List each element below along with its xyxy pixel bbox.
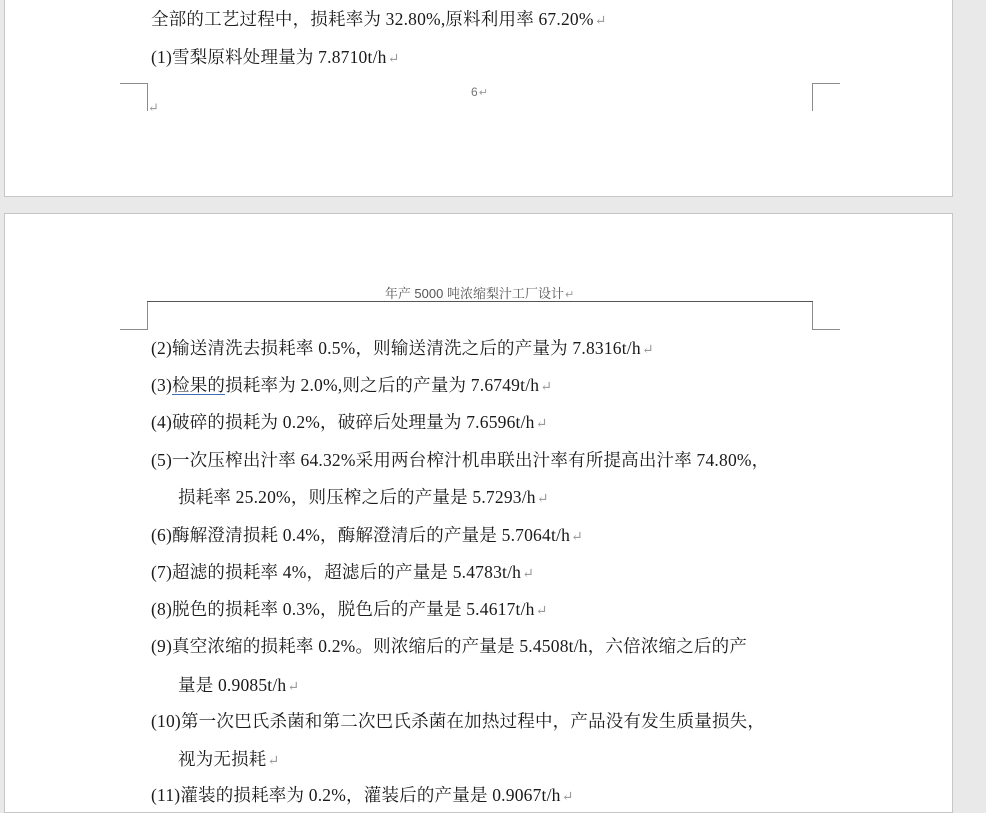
body-line[interactable]: (2)输送清洗去损耗率 0.5%，则输送清洗之后的产量为 7.8316t/h↵: [151, 338, 654, 358]
header-rule: [147, 301, 813, 302]
paragraph-mark-icon: ↵: [536, 492, 549, 507]
body-line[interactable]: (11)灌装的损耗率为 0.2%，灌装后的产量是 0.9067t/h↵: [151, 785, 574, 805]
paragraph-mark-icon: ↵: [561, 790, 574, 805]
document-page-2: [4, 213, 953, 813]
body-line[interactable]: (6)酶解澄清损耗 0.4%，酶解澄清后的产量是 5.7064t/h↵: [151, 525, 583, 545]
paragraph-mark-icon: ↵: [535, 417, 548, 432]
body-line[interactable]: (3)检果的损耗率为 2.0%,则之后的产量为 7.6749t/h↵: [151, 375, 553, 395]
body-line[interactable]: (4)破碎的损耗为 0.2%，破碎后处理量为 7.6596t/h↵: [151, 412, 548, 432]
line-text: (1)雪梨原料处理量为 7.8710t/h: [151, 47, 387, 67]
paragraph-mark-icon: ↵: [287, 680, 300, 695]
body-line[interactable]: (7)超滤的损耗率 4%，超滤后的产量是 5.4783t/h↵: [151, 562, 535, 582]
page-number: 6↵: [471, 85, 488, 99]
margin-corner-mark: [120, 302, 148, 330]
paragraph-mark-icon: ↵: [148, 100, 159, 115]
paragraph-mark-icon: ↵: [540, 380, 553, 395]
paragraph-mark-icon: ↵: [267, 754, 280, 769]
paragraph-mark-icon: ↵: [535, 604, 548, 619]
page-header[interactable]: 年产 5000 吨浓缩梨汁工厂设计↵: [384, 286, 575, 301]
line-text: 全部的工艺过程中，损耗率为 32.80%,原料利用率 67.20%: [151, 9, 594, 29]
body-line[interactable]: (9)真空浓缩的损耗率 0.2%。则浓缩后的产量是 5.4508t/h，六倍浓缩之后的产: [151, 636, 748, 656]
spellcheck-underlined-word[interactable]: 检果的: [172, 375, 226, 395]
body-line[interactable]: (8)脱色的损耗率 0.3%，脱色后的产量是 5.4617t/h↵: [151, 599, 548, 619]
body-line[interactable]: (5)一次压榨出汁率 64.32%采用两台榨汁机串联出汁率有所提高出汁率 74.80%，: [151, 450, 770, 470]
body-line[interactable]: [151, 46, 400, 71]
body-line[interactable]: 视为无损耗↵: [178, 749, 280, 769]
paragraph-mark-icon: ↵: [571, 530, 583, 545]
paragraph-mark-icon: ↵: [641, 343, 654, 358]
body-line[interactable]: 量是 0.9085t/h↵: [178, 675, 300, 695]
body-line[interactable]: [151, 8, 607, 33]
paragraph-mark-icon: ↵: [594, 14, 607, 29]
body-line[interactable]: 损耗率 25.20%，则压榨之后的产量是 5.7293/h↵: [178, 487, 549, 507]
document-page-1: [4, 0, 953, 197]
paragraph-mark-icon: ↵: [522, 567, 535, 582]
body-line[interactable]: (10)第一次巴氏杀菌和第二次巴氏杀菌在加热过程中，产品没有发生质量损失，: [151, 711, 766, 731]
paragraph-mark-icon: ↵: [387, 52, 400, 67]
margin-corner-mark: [812, 302, 840, 330]
